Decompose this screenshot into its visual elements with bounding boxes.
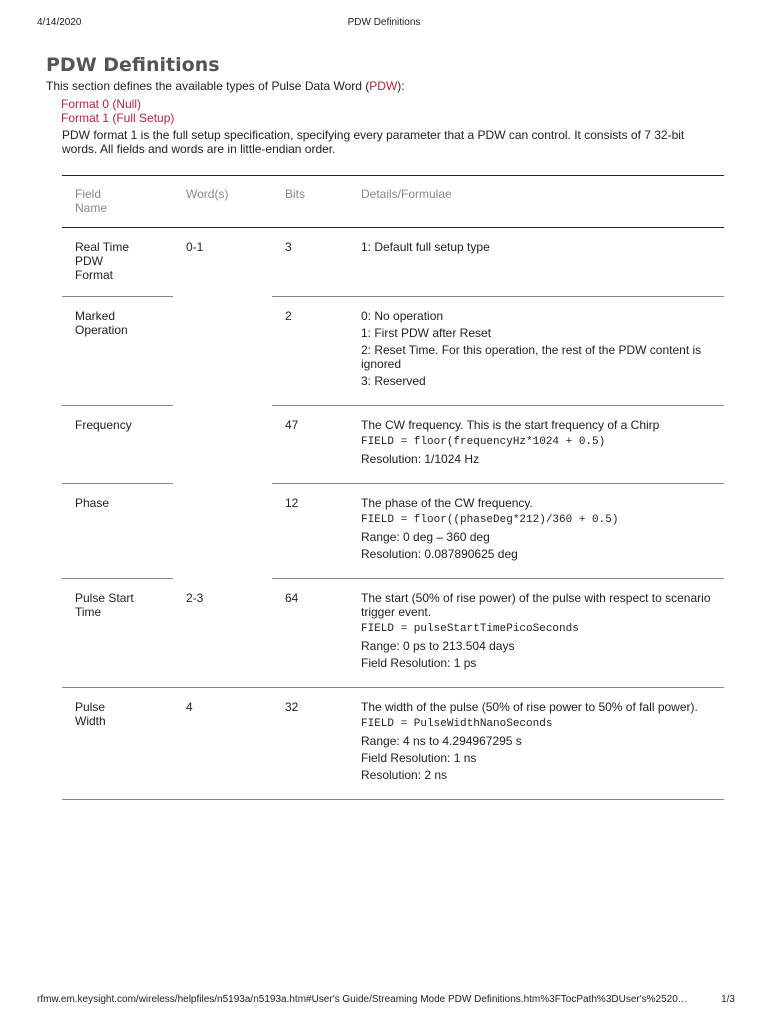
cell-details: [348, 579, 724, 688]
cell-details: [348, 297, 724, 406]
detail-line: The width of the pulse (50% of rise power to 50% of fall power).: [361, 700, 698, 714]
table-row: [62, 406, 724, 484]
formula-line: FIELD = pulseStartTimePicoSeconds: [361, 623, 579, 635]
cell-words: [173, 484, 272, 579]
header-details: Details/Formulae: [348, 176, 724, 228]
detail-line: 2: Reset Time. For this operation, the rest of the PDW content is ignored: [361, 343, 702, 371]
detail-line: The start (50% of rise power) of the pulse with respect to scenario trigger event.: [361, 591, 711, 619]
header-bits: Bits: [272, 176, 348, 228]
format-links: [61, 97, 174, 125]
print-date: 4/14/2020: [37, 17, 82, 28]
print-title: PDW Definitions: [347, 17, 421, 28]
table-row: [62, 228, 724, 297]
pdw-link[interactable]: PDW: [369, 79, 398, 93]
detail-line: Range: 0 ps to 213.504 days: [361, 639, 515, 653]
intro-text: [46, 79, 405, 93]
detail-line: The CW frequency. This is the start frequency of a Chirp: [361, 418, 660, 432]
page-number: 1/3: [721, 994, 735, 1005]
cell-bits: 12: [272, 484, 348, 579]
page-title: PDW Definitions: [46, 54, 220, 76]
cell-words: 0-1: [186, 240, 204, 254]
cell-field: Phase: [62, 484, 173, 579]
detail-line: 1: Default full setup type: [361, 240, 490, 254]
cell-field: Frequency: [62, 406, 173, 484]
header-field-name: [62, 176, 173, 228]
field-name: Real Time PDW Format: [75, 240, 130, 282]
intro-before: This section defines the available types of Pulse Data Word (: [46, 79, 370, 93]
intro-after: ):: [397, 79, 405, 93]
detail-line: Field Resolution: 1 ps: [361, 656, 477, 670]
detail-line: Field Resolution: 1 ns: [361, 751, 477, 765]
header-label: Field Name: [75, 187, 108, 215]
field-name: Pulse Start Time: [75, 591, 134, 619]
detail-line: Resolution: 2 ns: [361, 768, 448, 782]
cell-field: [62, 228, 173, 297]
cell-bits: 3: [272, 228, 348, 297]
cell-words: 2-3: [173, 579, 272, 688]
cell-words: [173, 406, 272, 484]
header-words: Word(s): [173, 176, 272, 228]
table-row: [62, 688, 724, 800]
formula-line: FIELD = PulseWidthNanoSeconds: [361, 718, 553, 730]
table-header-row: [62, 176, 724, 228]
pdw-table: [62, 175, 724, 800]
cell-bits: 32: [272, 688, 348, 800]
cell-bits: 2: [272, 297, 348, 406]
field-name: Marked Operation: [75, 309, 128, 337]
format-0-link[interactable]: Format 0 (Null): [61, 97, 142, 111]
cell-details: [348, 688, 724, 800]
formula-line: FIELD = floor((phaseDeg*212)/360 + 0.5): [361, 514, 619, 526]
detail-line: 0: No operation: [361, 309, 444, 323]
detail-line: Resolution: 0.087890625 deg: [361, 547, 518, 561]
cell-details: [348, 228, 724, 297]
cell-field: [62, 297, 173, 406]
cell-field: [62, 579, 173, 688]
format-1-link[interactable]: Format 1 (Full Setup): [61, 111, 175, 125]
cell-words: 4: [173, 688, 272, 800]
formula-line: FIELD = floor(frequencyHz*1024 + 0.5): [361, 436, 606, 448]
table-row: [62, 579, 724, 688]
table-row: [62, 297, 724, 406]
detail-line: The phase of the CW frequency.: [361, 496, 533, 510]
table-row: [62, 484, 724, 579]
format-description: PDW format 1 is the full setup specification, specifying every parameter that a PDW can control. It consists of 7 32-bit words. All fields and words are in little-endian order.: [62, 128, 685, 156]
field-name: Pulse Width: [75, 700, 106, 728]
cell-bits: 64: [272, 579, 348, 688]
detail-line: Resolution: 1/1024 Hz: [361, 452, 480, 466]
cell-field: [62, 688, 173, 800]
detail-line: 1: First PDW after Reset: [361, 326, 492, 340]
cell-words: [173, 297, 272, 406]
cell-bits: 47: [272, 406, 348, 484]
detail-line: Range: 0 deg – 360 deg: [361, 530, 490, 544]
detail-line: 3: Reserved: [361, 374, 426, 388]
print-url: rfmw.em.keysight.com/wireless/helpfiles/n5193a/n5193a.htm#User's Guide/Streaming Mode PDW Definitions.htm%3FTocPath%3DUser's%2520…: [37, 994, 688, 1005]
detail-line: Range: 4 ns to 4.294967295 s: [361, 734, 522, 748]
cell-details: [348, 484, 724, 579]
cell-details: [348, 406, 724, 484]
